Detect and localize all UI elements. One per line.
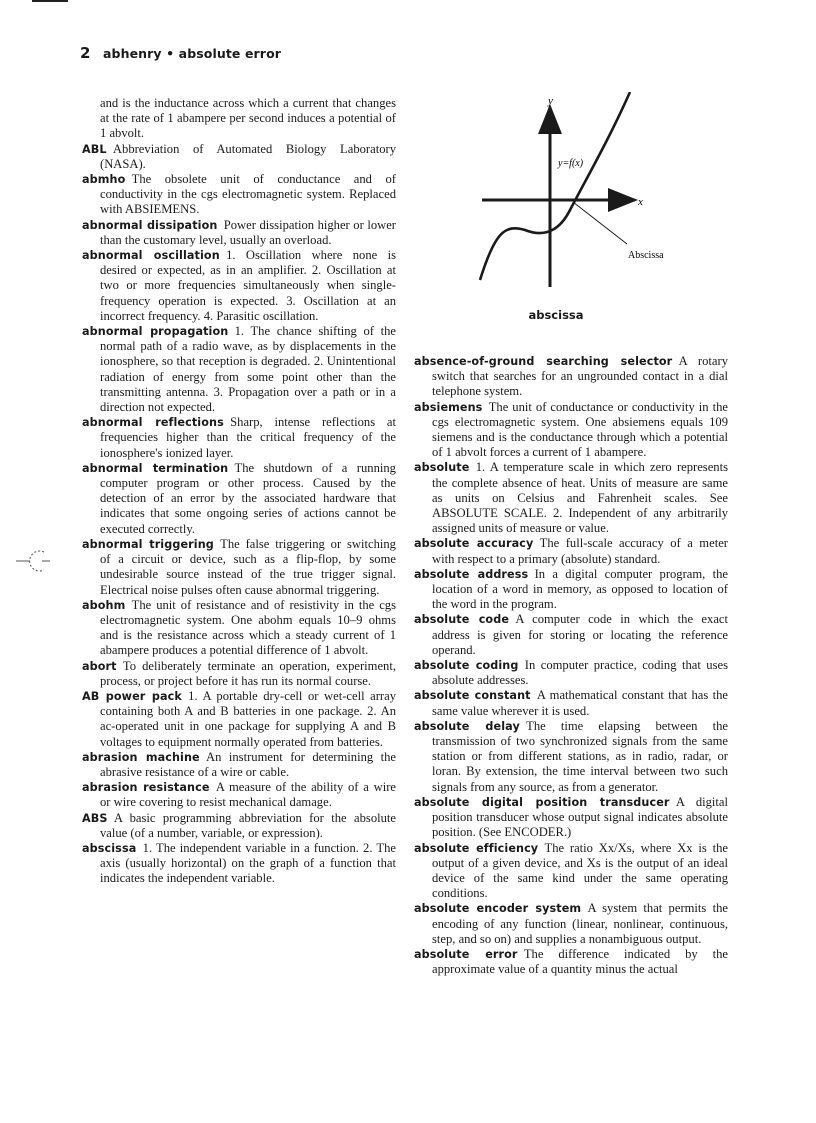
entry-headword: absolute digital position transducer: [414, 795, 670, 809]
entry-headword: abrasion machine: [82, 750, 200, 764]
entry-definition: A system that permits the encoding of any function (linear, nonlinear, continuous, step, and so on) and supplies a nonambiguous output.: [432, 901, 728, 946]
entry-definition: A computer code in which the exact address is given for storing or locating the reference operand.: [432, 612, 728, 657]
dictionary-entry: [414, 947, 728, 977]
running-head: abhenry • absolute error: [103, 46, 282, 61]
page-number: 2: [80, 44, 91, 62]
entry-headword: absolute coding: [414, 659, 519, 673]
dictionary-entry: [82, 324, 396, 415]
entry-definition: The shutdown of a running computer program or other process. Caused by the detection of an error by the associated hardware that indicates that some ongoing series of actions cannot be executed correctly.: [100, 460, 396, 536]
entry-definition: An instrument for determining the abrasive resistance of a wire or cable.: [100, 749, 396, 779]
dictionary-entry: [414, 658, 728, 688]
entry-definition: Abbreviation of Automated Biology Laboratory (NASA).: [100, 141, 396, 171]
entry-definition: In computer practice, coding that uses absolute addresses.: [432, 658, 728, 688]
entry-headword: absence-of-ground searching selector: [414, 355, 673, 368]
dictionary-entry: [82, 811, 396, 841]
entry-definition: In a digital computer program, the location of a word in memory, as opposed to location of the word in the program.: [432, 566, 728, 612]
entry-definition: The time elapsing between the transmission of two synchronized signals from the same station or from different stations, as in radio, radar, or loran. By extension, the time interval between two such signals from any source, as from a generator.: [432, 718, 728, 794]
dictionary-entry: [414, 567, 728, 613]
entry-headword: abscissa: [82, 841, 137, 855]
entry-headword: absolute error: [414, 947, 518, 961]
dictionary-entry: [414, 841, 728, 902]
entry-definition: The difference indicated by the approximate value of a quantity minus the actual: [432, 946, 728, 977]
entry-headword: abnormal dissipation: [82, 218, 218, 232]
dictionary-entry: [414, 795, 728, 841]
entry-definition: To deliberately terminate an operation, experiment, process, or project before it has run its normal course.: [100, 658, 396, 688]
abscissa-pointer: [573, 202, 627, 244]
entry-definition: A mathematical constant that has the same value wherever it is used.: [432, 688, 728, 718]
dictionary-entry: [82, 780, 396, 810]
dictionary-entry: [82, 841, 396, 887]
entry-headword: absolute encoder system: [414, 902, 582, 916]
x-axis-label: x: [638, 196, 643, 208]
dictionary-entry: [414, 400, 728, 461]
dictionary-entry: [82, 598, 396, 659]
entry-headword: AB power pack: [82, 689, 182, 703]
entry-headword: ABL: [82, 142, 107, 156]
dictionary-entry: [82, 172, 396, 218]
entry-definition: 1. The chance shifting of the normal path of a radio wave, as by displacements in the ionosphere, so that reception is degraded. 2. Unintentional radiation of energy from some point other than the transmitting antenna. 3. Propagation over a path or in a direction not expected.: [100, 324, 396, 415]
entry-headword: abnormal termination: [82, 461, 229, 475]
dictionary-entry: [414, 460, 728, 536]
dictionary-entry: [82, 415, 396, 461]
dictionary-entry: [82, 461, 396, 537]
entry-headword: absolute: [414, 461, 470, 475]
entry-headword: ABS: [82, 811, 108, 825]
entry-headword: abohm: [82, 598, 126, 612]
entry-continuation: and is the inductance across which a current that changes at the rate of 1 abampere per second induces a potential of 1 abvolt.: [100, 96, 396, 141]
y-axis-label: y: [548, 95, 553, 107]
entry-headword: abnormal triggering: [82, 537, 214, 551]
entry-headword: abnormal reflections: [82, 416, 224, 430]
running-header: [80, 44, 281, 62]
entry-headword: abnormal oscillation: [82, 249, 220, 263]
entry-definition: 1. Oscillation where none is desired or expected, as in an amplifier. 2. Oscillation at two or more frequencies simultaneously when single-frequency operation is expected. 3. Oscillation at an incorrect frequency. 4. Parasitic oscillation.: [100, 248, 397, 323]
entry-definition: A digital position transducer whose output signal indicates absolute position. (See ENCODER.): [432, 794, 729, 840]
entry-definition: Sharp, intense reflections at frequencies higher than the critical frequency of the ionosphere's ionized layer.: [100, 415, 396, 460]
right-column: [414, 354, 728, 977]
dictionary-entry: [414, 612, 728, 658]
left-column: [82, 96, 396, 887]
dictionary-entry: [82, 248, 396, 324]
entry-definition: The obsolete unit of conductance and of conductivity in the cgs electromagnetic system. Replaced with ABSIEMENS.: [100, 172, 396, 217]
dictionary-entry: [414, 901, 728, 947]
entry-headword: absolute delay: [414, 719, 520, 733]
entry-headword: abrasion resistance: [82, 781, 210, 795]
entry-headword: absiemens: [414, 400, 483, 414]
dictionary-entry: [82, 142, 396, 172]
figure-caption: abscissa: [528, 308, 584, 322]
entry-headword: absolute address: [414, 567, 529, 581]
entry-headword: abnormal propagation: [82, 325, 229, 339]
dictionary-entry: [414, 536, 728, 566]
entry-headword: abort: [82, 659, 117, 673]
abscissa-figure: [470, 92, 690, 292]
dictionary-entry: [414, 719, 728, 795]
entry-headword: absolute constant: [414, 689, 531, 703]
abscissa-label: Abscissa: [628, 250, 664, 261]
entry-definition: The full-scale accuracy of a meter with respect to a primary (absolute) standard.: [432, 536, 728, 566]
dictionary-entry: [82, 218, 396, 248]
entry-headword: abmho: [82, 173, 126, 187]
entry-definition: 1. A temperature scale in which zero represents the complete absence of heat. Units of measure are same as units on Celsius and Fahrenheit scales. See ABSOLUTE SCALE. 2. Independent of any arbitrarily assigned units of measure or value.: [432, 460, 728, 536]
top-rule: [32, 0, 68, 2]
function-curve: [480, 92, 630, 280]
entry-definition: A rotary switch that searches for an ungrounded contact in a dial telephone system.: [432, 354, 728, 399]
entry-headword: absolute code: [414, 613, 510, 627]
entry-headword: absolute accuracy: [414, 537, 534, 551]
dictionary-entry: [82, 659, 396, 689]
punch-hole-mark: [6, 528, 66, 588]
entry-definition: The false triggering or switching of a circuit or device, such as a flip-flop, by some undesirable source instead of the true trigger signal. Electrical noise pulses often cause abnormal triggering.: [100, 536, 396, 597]
entry-definition: The unit of resistance and of resistivity in the cgs electromagnetic system. One abohm equals 10–9 ohms and is the resistance across which a steady current of 1 abampere produces a potential difference of 1 abvolt.: [100, 597, 396, 658]
dictionary-entry: [414, 354, 728, 400]
entry-definition: The ratio Xx/Xs, where Xx is the output of a given device, and Xs is the output of an ideal device of the same kind under the same operating conditions.: [432, 840, 728, 901]
entry-definition: A measure of the ability of a wire or wire covering to resist mechanical damage.: [100, 780, 396, 810]
entry-definition: A basic programming abbreviation for the absolute value (of a number, variable, or expression).: [100, 810, 396, 840]
curve-label: y=f(x): [558, 158, 584, 169]
entry-definition: The unit of conductance or conductivity in the cgs electromagnetic system. One absiemens equals 109 siemens and is the conductance through which a potential of 1 abvolt forces a current of 1 abampere.: [432, 399, 728, 460]
entry-headword: absolute efficiency: [414, 841, 539, 855]
dictionary-entry: [82, 537, 396, 598]
entry-definition: 1. The independent variable in a function. 2. The axis (usually horizontal) on the graph of a function that indicates the independent variable.: [100, 840, 396, 886]
dictionary-entry: [414, 688, 728, 718]
dictionary-entry: [82, 750, 396, 780]
dictionary-entry: [82, 689, 396, 750]
entry-definition: 1. A portable dry-cell or wet-cell array containing both A and B batteries in one package. 2. An ac-operated unit in one package for supplying A and B voltages to equipment normally operated from batteries.: [100, 688, 396, 749]
entry-definition: Power dissipation higher or lower than the customary level, usually an overload.: [100, 217, 396, 247]
